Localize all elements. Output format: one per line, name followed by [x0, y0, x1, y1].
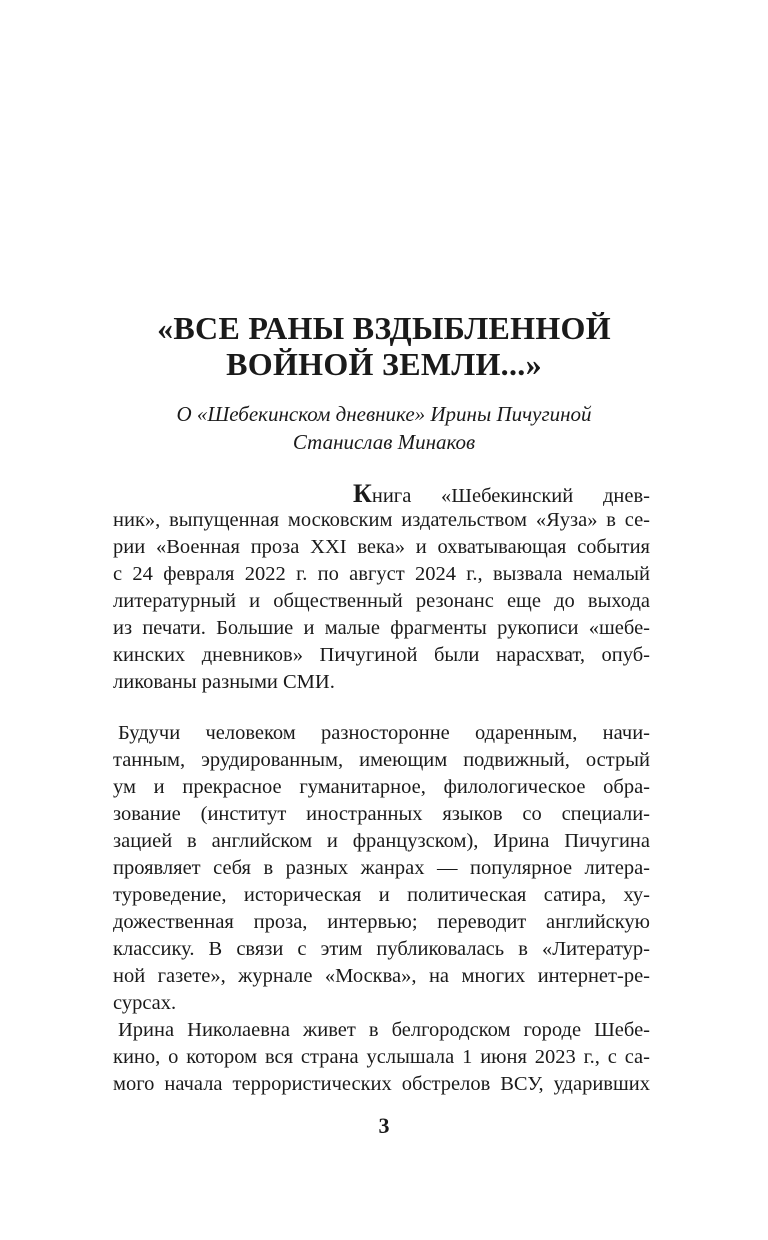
- paragraph-2-line: ум и прекрасное гуманитарное, филологическое обра-: [113, 776, 650, 798]
- paragraph-1-line: ник», выпущенная московским издательством «Яуза» в се-: [113, 509, 650, 531]
- paragraph-1-line: [353, 480, 650, 510]
- paragraph-1-line: ликованы разными СМИ.: [113, 671, 335, 693]
- paragraph-2-line: зацией в английском и французском), Ирина Пичугина: [113, 830, 650, 852]
- paragraph-2-line: дожественная проза, интервью; переводит английскую: [113, 911, 650, 933]
- paragraph-1-line-text: нига «Шебекинский днев-: [371, 485, 650, 507]
- chapter-title-line-2: ВОЙНОЙ ЗЕМЛИ...»: [226, 346, 542, 382]
- paragraph-2-line: туроведение, историческая и политическая сатира, ху-: [113, 884, 650, 906]
- paragraph-2-line: классику. В связи с этим публиковалась в «Литератур-: [113, 938, 650, 960]
- paragraph-3-line: мого начала террористических обстрелов ВСУ, ударивших: [113, 1073, 650, 1095]
- paragraph-3-line: кино, о котором вся страна услышала 1 июня 2023 г., с са-: [113, 1046, 650, 1068]
- paragraph-3-line: Ирина Николаевна живет в белгородском городе Шебе-: [118, 1019, 650, 1041]
- paragraph-2-line: Будучи человеком разносторонне одаренным, начи-: [118, 722, 650, 744]
- page-number: 3: [378, 1113, 390, 1138]
- paragraph-1-line: кинских дневников» Пичугиной были нарасхват, опуб-: [113, 644, 650, 666]
- chapter-subtitle: О «Шебекинском дневнике» Ирины Пичугиной: [176, 402, 592, 426]
- paragraph-2-line: проявляет себя в разных жанрах — популярное литера-: [113, 857, 650, 879]
- paragraph-2-line: ной газете», журнале «Москва», на многих интернет-ре-: [113, 965, 650, 987]
- chapter-title-line-1: «ВСЕ РАНЫ ВЗДЫБЛЕННОЙ: [157, 310, 611, 346]
- paragraph-1-line: литературный и общественный резонанс еще до выхода: [113, 590, 650, 612]
- paragraph-1-line: рии «Военная проза XXI века» и охватывающая события: [113, 536, 650, 558]
- paragraph-1-line: с 24 февраля 2022 г. по август 2024 г., вызвала немалый: [113, 563, 650, 585]
- author-name: Станислав Минаков: [292, 430, 476, 454]
- drop-cap: К: [353, 479, 372, 508]
- paragraph-2-line: сурсах.: [113, 992, 177, 1014]
- paragraph-2-line: танным, эрудированным, имеющим подвижный, острый: [113, 749, 650, 771]
- paragraph-2-line: зование (институт иностранных языков со специали-: [113, 803, 650, 825]
- paragraph-1-line: из печати. Большие и малые фрагменты рукописи «шебе-: [113, 617, 650, 639]
